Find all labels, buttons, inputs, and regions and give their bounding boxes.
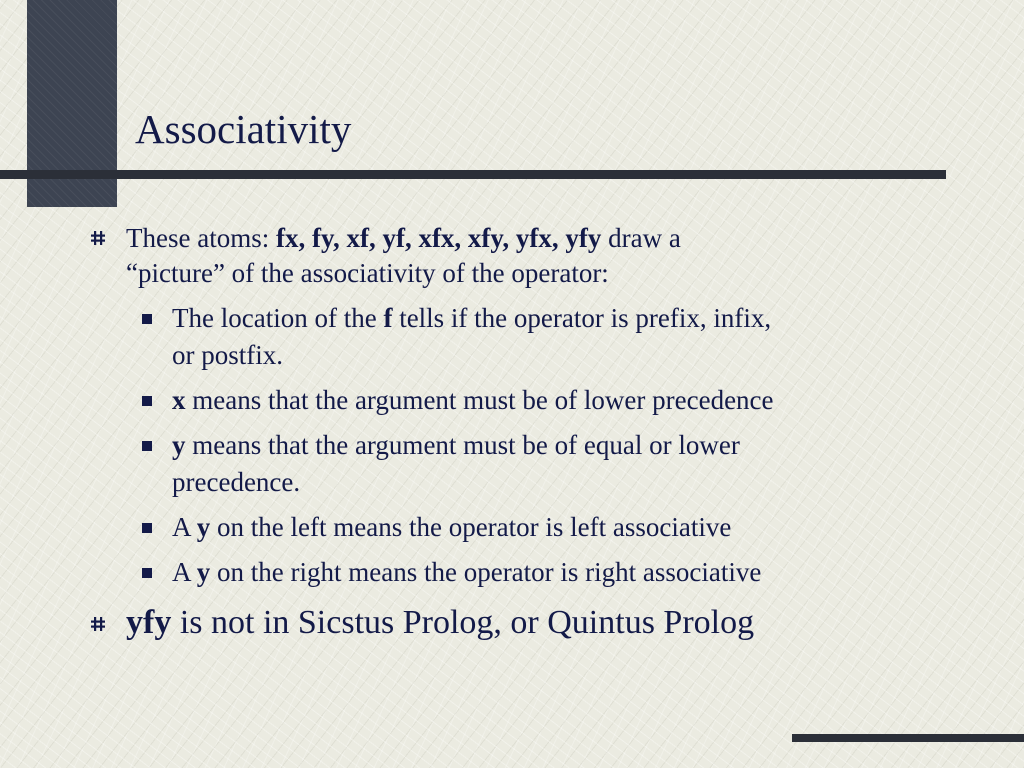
sub-bullet-4: [172, 509, 731, 546]
square-bullet-icon: [142, 523, 152, 533]
bullet-1-atoms: fx, fy, xf, yf, xfx, xfy, yfx, yfy: [275, 223, 602, 253]
sub-bullet-4-bold: y: [196, 512, 211, 542]
bullet-2: [126, 603, 754, 643]
slide-title: Associativity: [135, 106, 352, 152]
hash-bullet-icon: [89, 615, 107, 633]
sub-bullet-5-after: on the right means the operator is right associative: [210, 557, 762, 587]
sub-bullet-4-before: A: [172, 512, 197, 542]
bullet-2-bold: yfy: [126, 604, 172, 641]
sub-bullet-2-bold: x: [172, 385, 186, 415]
sub-bullet-1-bold: f: [383, 303, 393, 333]
sub-bullet-1-after: tells if the operator is prefix, infix,: [392, 303, 772, 333]
sub-bullet-1-line-2: or postfix.: [172, 340, 283, 370]
sub-bullet-3-line-1: [172, 427, 740, 464]
square-bullet-icon: [142, 396, 152, 406]
sub-bullet-5-before: A: [172, 557, 197, 587]
hash-bullet-icon: [89, 229, 107, 247]
bullet-2-after: is not in Sicstus Prolog, or Quintus Prolog: [171, 604, 755, 641]
sub-bullet-5-bold: y: [196, 557, 211, 587]
bullet-1-suffix: draw a: [601, 223, 681, 253]
sub-bullet-2-after: means that the argument must be of lower precedence: [185, 385, 774, 415]
sub-bullet-4-after: on the left means the operator is left associative: [210, 512, 732, 542]
sub-bullet-3-after: means that the argument must be of equal or lower: [185, 430, 740, 460]
sub-bullet-3-line-2: precedence.: [172, 467, 301, 497]
sub-bullet-1-before: The location of the: [172, 303, 384, 333]
bullet-1-line-1: [126, 221, 681, 255]
footer-divider: [792, 734, 1024, 742]
bullet-1-prefix: These atoms:: [126, 223, 276, 253]
square-bullet-icon: [142, 314, 152, 324]
sub-bullet-3-bold: y: [172, 430, 186, 460]
sub-bullet-2: [172, 382, 774, 419]
square-bullet-icon: [142, 568, 152, 578]
title-divider: [0, 170, 946, 179]
sub-bullet-1-line-1: [172, 300, 771, 337]
sub-bullet-5: [172, 554, 761, 591]
square-bullet-icon: [142, 441, 152, 451]
bullet-1-line-2: “picture” of the associativity of the operator:: [126, 258, 609, 288]
